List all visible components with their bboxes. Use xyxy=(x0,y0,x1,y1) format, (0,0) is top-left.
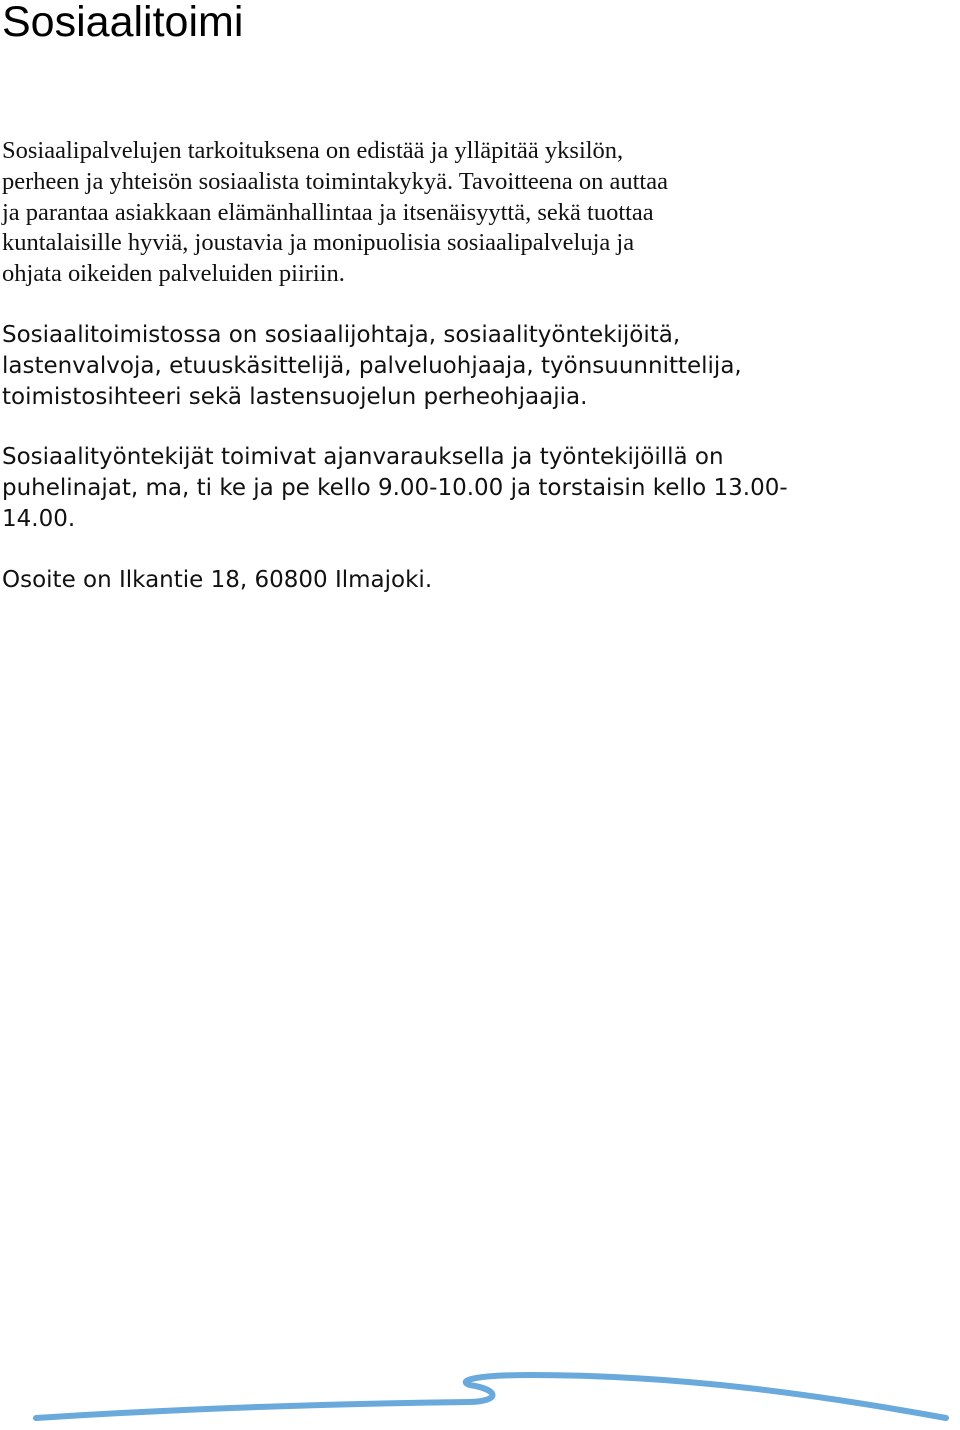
text-line: kuntalaisille hyviä, joustavia ja monipuolisia sosiaalipalveluja ja xyxy=(2,229,635,257)
text-line: ja parantaa asiakkaan elämänhallintaa ja itsenäisyyttä, sekä tuottaa xyxy=(2,198,654,226)
paragraph-purpose xyxy=(2,136,907,290)
text-line: toimistosihteeri sekä lastensuojelun perheohjaajia. xyxy=(2,383,588,410)
wave-line xyxy=(36,1375,946,1418)
paragraph-address xyxy=(2,565,907,596)
text-line: puhelinajat, ma, ti ke ja pe kello 9.00-10.00 ja torstaisin kello 13.00- xyxy=(2,475,788,502)
text-line: 14.00. xyxy=(2,505,76,532)
decorative-wave-icon xyxy=(0,1360,960,1430)
text-line: Sosiaalityöntekijät toimivat ajanvarauksella ja työntekijöillä on xyxy=(2,444,724,471)
text-line: Sosiaalitoimistossa on sosiaalijohtaja, sosiaalityöntekijöitä, xyxy=(2,321,681,348)
body-text xyxy=(2,136,907,626)
text-line: Osoite on Ilkantie 18, 60800 Ilmajoki. xyxy=(2,566,433,593)
page-title: Sosiaalitoimi xyxy=(2,0,244,46)
text-line: perheen ja yhteisön sosiaalista toimintakykyä. Tavoitteena on auttaa xyxy=(2,167,668,195)
paragraph-phone-hours xyxy=(2,442,907,534)
text-line: ohjata oikeiden palveluiden piiriin. xyxy=(2,260,345,288)
text-line: lastenvalvoja, etuuskäsittelijä, palveluohjaaja, työnsuunnittelija, xyxy=(2,352,742,379)
paragraph-staff xyxy=(2,320,907,412)
text-line: Sosiaalipalvelujen tarkoituksena on edistää ja ylläpitää yksilön, xyxy=(2,137,624,164)
